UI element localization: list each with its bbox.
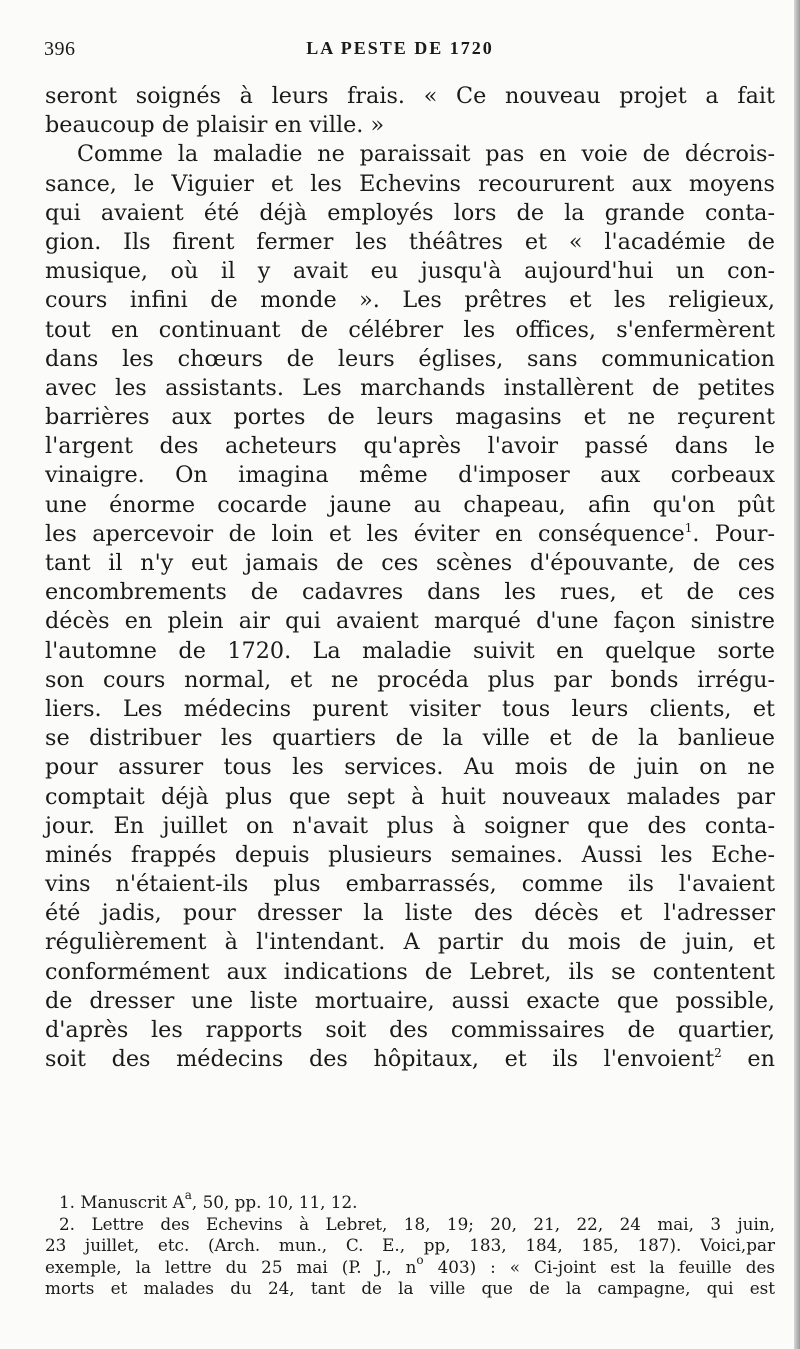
footnote-ref-2: 2	[714, 1046, 722, 1061]
text-line: tant il n'y eut jamais de ces scènes d'épouvante, de ces	[45, 550, 775, 576]
text-line-with-footnote-ref	[45, 1045, 775, 1074]
text-line: d'après les rapports soit des commissaires de quartier,	[45, 1017, 775, 1043]
text-line: qui avaient été déjà employés lors de la grande conta-	[45, 199, 775, 226]
text-line: son cours normal, et ne procéda plus par bonds irrégu-	[45, 666, 775, 693]
text-line: musique, où il y avait eu jusqu'à aujourd'hui un con-	[45, 258, 775, 285]
text-line: sance, le Viguier et les Echevins recoururent aux moyens	[45, 170, 775, 197]
text-line: pour assurer tous les services. Au mois de juin on ne	[45, 754, 775, 781]
footnote-text: Manuscrit A	[80, 1192, 185, 1212]
running-title: LA PESTE DE 1720	[306, 38, 494, 58]
text-line: seront soignés à leurs frais. « Ce nouveau projet a fait	[45, 83, 775, 109]
text-line: minés frappés depuis plusieurs semaines. Aussi les Eche-	[45, 841, 775, 868]
footnotes	[45, 1188, 775, 1300]
text-line: cours infini de monde ». Les prêtres et les religieux,	[45, 287, 775, 314]
text-span: en	[721, 1046, 775, 1073]
running-head	[44, 38, 756, 62]
text-line: décès en plein air qui avaient marqué d'une façon sinistre	[45, 608, 775, 635]
text-span: . Pour-	[692, 520, 775, 547]
text-line: Comme la maladie ne paraissait pas en voie de décrois-	[77, 141, 775, 168]
text-line: conformément aux indications de Lebret, ils se contentent	[45, 958, 775, 985]
text-line: l'argent des acheteurs qu'après l'avoir passé dans le	[45, 433, 775, 460]
text-line: avec les assistants. Les marchands installèrent de petites	[45, 374, 775, 401]
footnote-superscript: a	[184, 1188, 192, 1202]
footnote-2-line	[45, 1252, 775, 1279]
text-line: comptait déjà plus que sept à huit nouveaux malades par	[45, 783, 775, 810]
text-span: soit des médecins des hôpitaux, et ils l'envoient	[45, 1046, 715, 1073]
footnote-1	[45, 1188, 775, 1214]
footnote-superscript: o	[416, 1252, 424, 1267]
text-line: beaucoup de plaisir en ville. »	[45, 112, 385, 139]
footnote-2-line: 23 juillet, etc. (Arch. mun., C. E., pp, 183, 184, 185, 187). Voici,par	[45, 1235, 775, 1255]
text-line: barrières aux portes de leurs magasins et ne reçurent	[45, 404, 775, 431]
text-line: de dresser une liste mortuaire, aussi exacte que possible,	[45, 987, 775, 1014]
text-line: liers. Les médecins purent visiter tous leurs clients, et	[45, 695, 775, 722]
body-text	[45, 82, 775, 1074]
footnote-mark: 1.	[59, 1192, 76, 1212]
page-number: 396	[44, 38, 76, 60]
text-line: vinaigre. On imagina même d'imposer aux corbeaux	[45, 462, 775, 489]
footnote-text: , 50, pp. 10, 11, 12.	[191, 1192, 358, 1212]
text-line: jour. En juillet on n'avait plus à soigner que des conta-	[45, 812, 775, 839]
footnote-ref-1: 1	[684, 520, 693, 535]
footnote-2	[45, 1214, 775, 1236]
text-line: une énorme cocarde jaune au chapeau, afin qu'on pût	[45, 491, 775, 518]
text-line: se distribuer les quartiers de la ville et de la banlieue	[45, 725, 775, 752]
footnote-mark: 2.	[59, 1213, 76, 1234]
text-line: encombrements de cadavres dans les rues, et de ces	[45, 579, 775, 606]
text-line: dans les chœurs de leurs églises, sans communication	[45, 345, 775, 372]
footnote-text: 403) : « Ci-joint est la feuille des	[423, 1256, 775, 1277]
footnote-text: exemple, la lettre du 25 mai (P. J., n	[45, 1256, 417, 1277]
footnote-2-line: morts et malades du 24, tant de la ville que de la campagne, qui est	[45, 1278, 775, 1298]
text-line: été jadis, pour dresser la liste des décès et l'adresser	[45, 900, 775, 927]
text-line: régulièrement à l'intendant. A partir du mois de juin, et	[45, 929, 775, 956]
text-line: tout en continuant de célébrer les offices, s'enfermèrent	[45, 316, 775, 343]
footnote-text: Lettre des Echevins à Lebret, 18, 19; 20, 21, 22, 24 mai, 3 juin,	[91, 1213, 775, 1234]
text-span: les apercevoir de loin et les éviter en conséquence	[45, 520, 685, 547]
text-line-with-footnote-ref	[45, 520, 775, 549]
text-line: gion. Ils firent fermer les théâtres et « l'académie de	[45, 228, 775, 255]
text-line: l'automne de 1720. La maladie suivit en quelque sorte	[45, 637, 775, 664]
text-line: vins n'étaient-ils plus embarrassés, comme ils l'avaient	[45, 871, 775, 898]
